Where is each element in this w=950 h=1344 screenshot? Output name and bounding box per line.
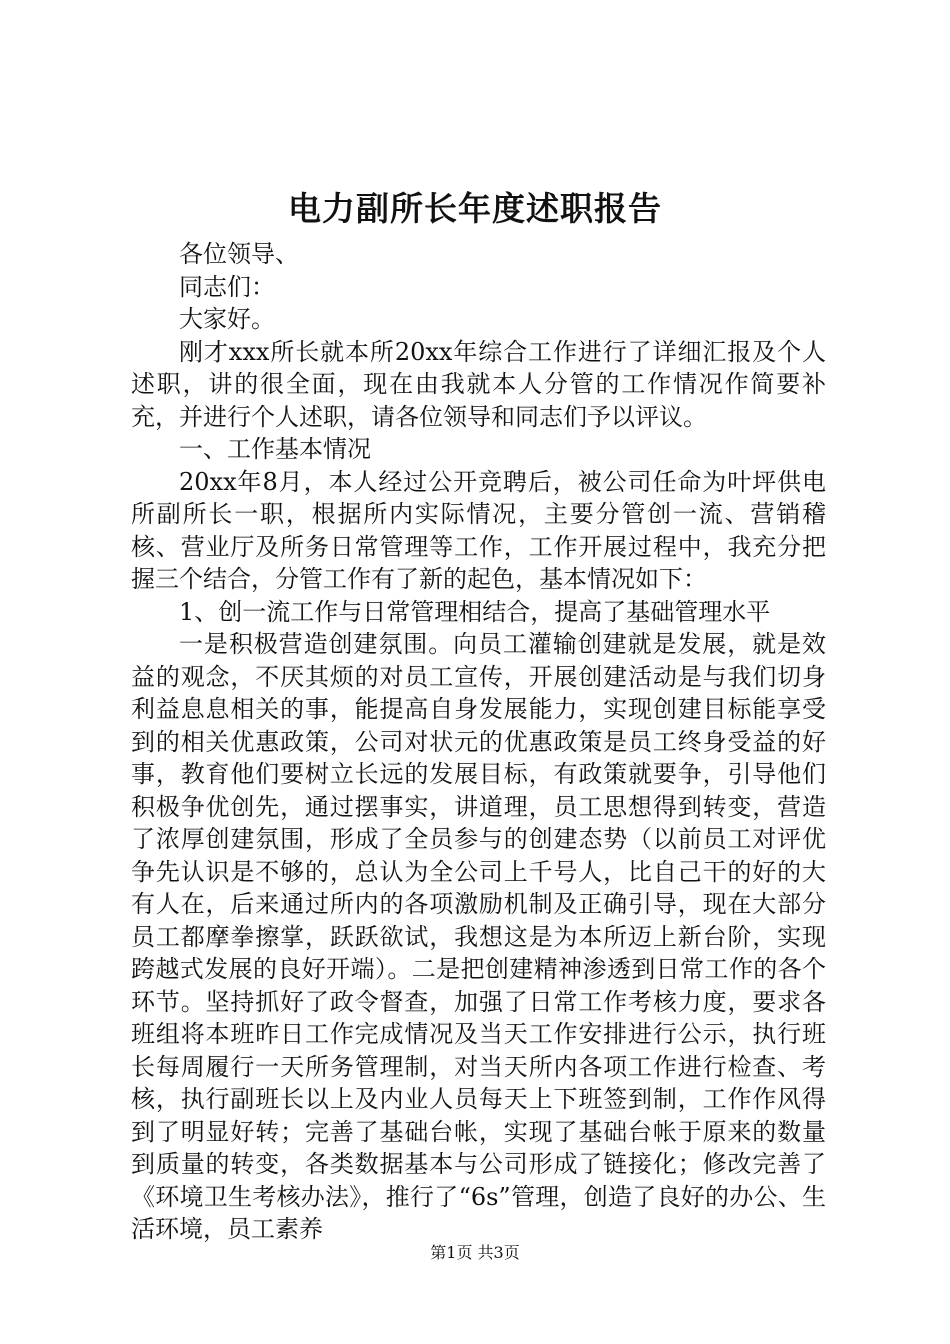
salutation-leaders: 各位领导、 xyxy=(179,240,299,268)
basic-situation-paragraph: 20xx年8月，本人经过公开竞聘后，被公司任命为叶坪供电所副所长一职，根据所内实际情况，主要分管创一流、营销稽核、营业厅及所务日常管理等工作，工作开展过程中，我充分把握三个结合，分管工作有了新的起色，基本情况如下： xyxy=(131,467,826,593)
intro-paragraph: 刚才xxx所长就本所20xx年综合工作进行了详细汇报及个人述职，讲的很全面，现在由我就本人分管的工作情况作简要补充，并进行个人述职，请各位领导和同志们予以评议。 xyxy=(131,337,826,431)
document-body xyxy=(131,238,826,1246)
subsection-heading-1: 1、创一流工作与日常管理相结合，提高了基础管理水平 xyxy=(179,597,771,626)
page-number-footer: 第1页 共3页 xyxy=(430,1243,520,1262)
document-title: 电力副所长年度述职报告 xyxy=(288,189,662,228)
greeting: 大家好。 xyxy=(179,305,275,333)
main-content-paragraph: 一是积极营造创建氛围。向员工灌输创建就是发展，就是效益的观念，不厌其烦的对员工宣传，开展创建活动是与我们切身利益息息相关的事，能提高自身发展能力，实现创建目标能享受到的相关优惠政策，公司对状元的优惠政策是员工终身受益的好事，教育他们要树立长远的发展目标，有政策就要争，引导他们积极争优创先，通过摆事实，讲道理，员工思想得到转变，营造了浓厚创建氛围，形成了全员参与的创建态势（以前员工对评优争先认识是不够的，总认为全公司上千号人，比自己干的好的大有人在，后来通过所内的各项激励机制及正确引导，现在大部分员工都摩拳擦掌，跃跃欲试，我想这是为本所迈上新台阶，实现跨越式发展的良好开端）。二是把创建精神渗透到日常工作的各个环节。坚持抓好了政令督查，加强了日常工作考核力度，要求各班组将本班昨日工作完成情况及当天工作安排进行公示，执行班长每周履行一天所务管理制，对当天所内各项工作进行检查、考核，执行副班长以上及内业人员每天上下班签到制，工作作风得到了明显好转；完善了基础台帐，实现了基础台帐于原来的数量到质量的转变，各类数据基本与公司形成了链接化；修改完善了《环境卫生考核办法》，推行了“6s”管理，创造了良好的办公、生活环境，员工素养 xyxy=(131,630,826,1243)
salutation-comrades: 同志们： xyxy=(179,272,275,301)
section-heading-1: 一、工作基本情况 xyxy=(179,435,371,463)
